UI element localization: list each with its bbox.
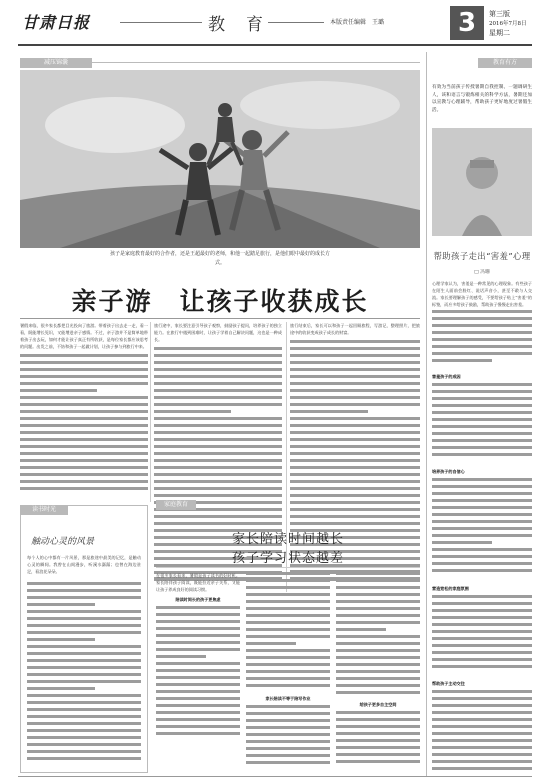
family-photo-graphic (20, 70, 420, 248)
poem-box (20, 505, 148, 773)
column-divider-1 (150, 322, 151, 502)
right-subhead-4: 帮助孩子主动交往 (432, 681, 465, 686)
section-rule (120, 22, 202, 23)
poem-text: 每个人的心中都有一片风景，那是旅途中最美的记忆，是触动心灵的瞬间。我曾在山间漫步，听溪水潺潺；也曾在海边驻足，看浪花朵朵。 (27, 555, 141, 574)
right-subhead-2: 培养孩子的自信心 (432, 469, 465, 474)
article-column-1 (20, 322, 148, 497)
article-column-3-text: 旅行结束后，家长可以和孩子一起回顾旅程，写游记、整理照片，把旅途中的收获变成孩子成长的财富。 (290, 323, 420, 335)
tag-right-top: 教育有方 (478, 58, 532, 68)
right-teaser-text: 有效为当前孩子传授暑期自我控制、一题调研生人，该和语言与锻炼相关的科学方法，暑期还加以宣教与心理辅导，帮助孩子更好地度过暑假生活。 (432, 85, 532, 113)
newspaper-logo: 甘肃日报 (22, 13, 91, 32)
right-subhead-1: 害羞孩子的成因 (432, 374, 461, 379)
tag-left-top: 减压锦囊 (20, 58, 92, 68)
issue-date: 2016年7月8日 (489, 21, 527, 27)
reading-column-2 (246, 572, 330, 772)
reading-headline-rule (156, 567, 420, 568)
reading-subhead-1: 陪读时间长的孩子更焦虑 (175, 597, 221, 602)
right-teaser-box (432, 72, 532, 73)
poem-title: 触动心灵的风景 (31, 537, 95, 547)
tag-left-mid: 读书时光 (20, 505, 68, 515)
page-number-box (450, 6, 484, 40)
right-image-block (432, 128, 532, 236)
headline-rule (20, 318, 420, 319)
photo-caption: 孩子是家庭教育最好的合作者，还是王超最好的老师，和他一起踏足旅行，是他们眼中最好的成长方式。 (110, 251, 331, 266)
family-photo (20, 70, 420, 248)
edition-label: 第三版 (489, 10, 510, 18)
issue-weekday: 星期二 (489, 29, 510, 37)
right-byline: □ 冯珊 (474, 270, 490, 275)
child-illustration (432, 128, 532, 236)
section-rule-right (268, 22, 324, 23)
article-column-2-text: 旅行途中，家长要注意引导孩子观察，鼓励孩子提问，培养孩子的独立能力。在旅行中遇到困难时，让孩子学着自己解决问题，这也是一种成长。 (154, 323, 282, 342)
main-headline: 亲子游 让孩子收获成长 (71, 287, 369, 316)
reading-column-1 (156, 572, 240, 772)
page-number: 3 (457, 8, 477, 38)
section-title: 教 育 (208, 15, 265, 35)
right-column-divider (426, 52, 427, 776)
reading-intro-text: 在很多家长看来，暑假是孩子读书的好时机。家长陪伴孩子阅读，既能拉近亲子关系，又能让孩子养成良好的阅读习惯。 (156, 573, 240, 592)
reading-headline-1: 家长陪读时间越长 (231, 532, 344, 547)
editor-credit: 本版责任编辑 王璐 (330, 19, 385, 26)
right-story-text: 心理学家认为，害羞是一种常见的心理现象。有些孩子在陌生人面前会脸红、说话声音小，甚至不敢与人交流。家长要理解孩子的感受，不要给孩子贴上“害羞”的标签，而应多给孩子鼓励，帮助孩子慢慢走出害羞。 (432, 281, 532, 307)
reading-column-3 (336, 572, 420, 772)
reading-subhead-3: 给孩子更多自主空间 (359, 702, 397, 707)
reading-headline-2: 孩子学习状态越差 (231, 551, 344, 566)
tag-left-top-rule (92, 62, 420, 63)
article-column-1-text: 暑假来临，很多家长都把目光投向了旅游。带着孩子出去走一走，看一看，既能增长见识，又能增进亲子感情。不过，亲子游并不是简单地带着孩子出去玩，如何才能让孩子真正有所收获，是每位家长都应该思考的问题。出发之前，不妨和孩子一起做计划，让孩子参与到旅行中来。 (20, 323, 148, 349)
page-bottom-rule (18, 776, 532, 777)
reading-subhead-2: 家长陪读不等于陪写作业 (265, 696, 311, 701)
right-headline: 帮助孩子走出“害羞”心理 (433, 251, 531, 261)
masthead-rule (18, 44, 532, 46)
right-story-body (432, 310, 532, 776)
right-subhead-3: 营造宽松的家庭氛围 (432, 586, 469, 591)
tag-center-mid: 家庭教育 (156, 500, 196, 510)
